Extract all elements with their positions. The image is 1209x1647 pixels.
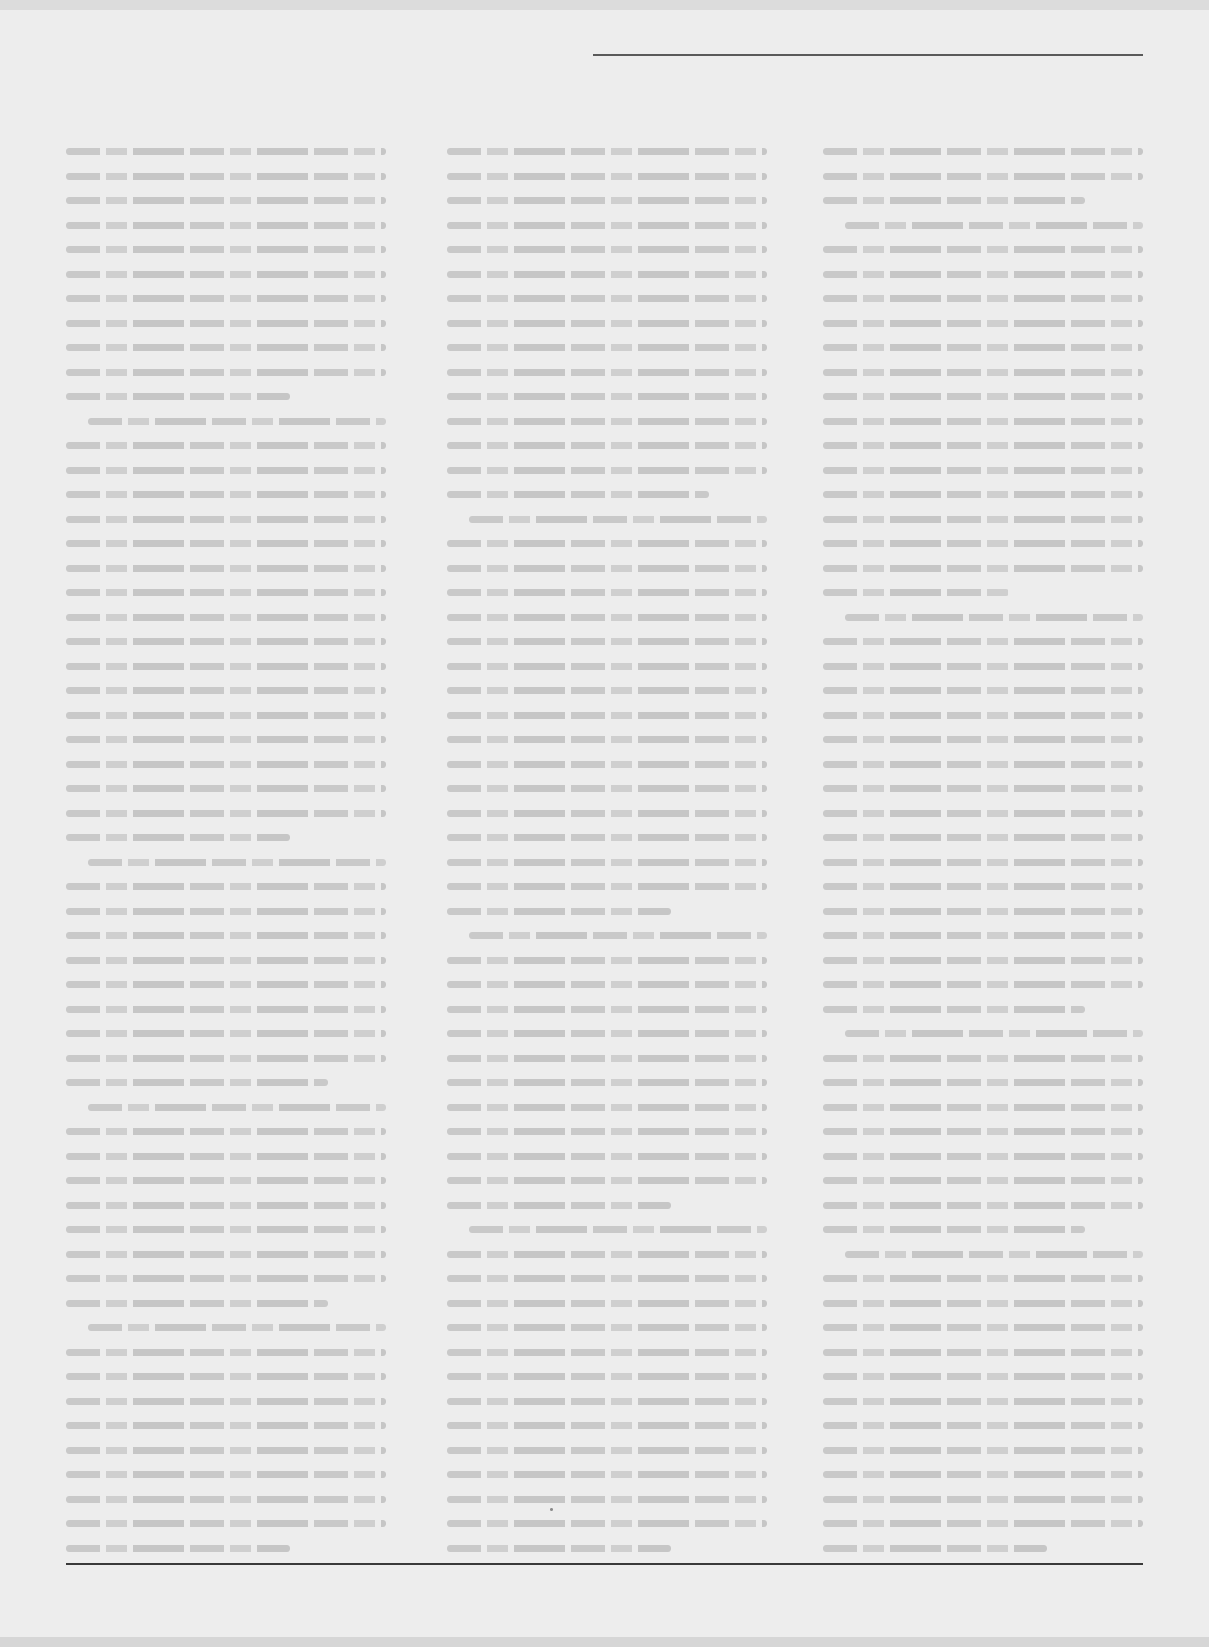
text-line <box>447 369 767 376</box>
text-line <box>447 1545 671 1552</box>
text-line <box>823 1153 1143 1160</box>
text-line <box>88 1324 386 1331</box>
text-line <box>447 1079 767 1086</box>
text-line <box>469 932 767 939</box>
text-line <box>823 565 1143 572</box>
text-line <box>66 1275 386 1282</box>
text-line <box>447 418 767 425</box>
text-line <box>66 1300 328 1307</box>
text-line <box>66 614 386 621</box>
header-rule <box>593 54 1143 56</box>
footer-rule <box>66 1563 1143 1565</box>
text-line <box>66 516 386 523</box>
text-line <box>823 246 1143 253</box>
text-line <box>447 1398 767 1405</box>
text-line <box>823 344 1143 351</box>
text-line <box>88 1104 386 1111</box>
text-line <box>823 1447 1143 1454</box>
text-line <box>823 785 1143 792</box>
text-line <box>447 173 767 180</box>
text-line <box>823 1520 1143 1527</box>
text-line <box>823 883 1143 890</box>
text-line <box>66 1153 386 1160</box>
text-line <box>66 1373 386 1380</box>
text-line <box>447 614 767 621</box>
text-line <box>66 222 386 229</box>
text-line <box>447 785 767 792</box>
text-line <box>66 589 386 596</box>
text-line <box>66 883 386 890</box>
text-line <box>66 1447 386 1454</box>
text-line <box>823 712 1143 719</box>
text-line <box>66 908 386 915</box>
scan-speck <box>550 1508 553 1511</box>
text-line <box>447 1104 767 1111</box>
text-line <box>823 1545 1047 1552</box>
text-line <box>823 1226 1085 1233</box>
text-line <box>823 761 1143 768</box>
text-line <box>66 981 386 988</box>
text-line <box>823 1275 1143 1282</box>
text-line <box>447 148 767 155</box>
text-line <box>447 295 767 302</box>
text-line <box>447 320 767 327</box>
text-line <box>66 834 290 841</box>
text-line <box>66 393 290 400</box>
text-line <box>66 320 386 327</box>
text-line <box>447 1422 767 1429</box>
text-line <box>447 1055 767 1062</box>
text-line <box>66 173 386 180</box>
text-line <box>447 1324 767 1331</box>
text-line <box>823 810 1143 817</box>
text-line <box>88 859 386 866</box>
text-line <box>823 393 1143 400</box>
text-line <box>66 638 386 645</box>
text-line <box>66 246 386 253</box>
text-line <box>823 1104 1143 1111</box>
text-line <box>823 173 1143 180</box>
text-line <box>823 148 1143 155</box>
text-line <box>447 859 767 866</box>
text-line <box>823 638 1143 645</box>
text-line <box>447 393 767 400</box>
text-line <box>66 1520 386 1527</box>
text-line <box>88 418 386 425</box>
text-line <box>66 1471 386 1478</box>
text-line <box>823 736 1143 743</box>
text-line <box>66 467 386 474</box>
text-line <box>823 1055 1143 1062</box>
text-line <box>823 1471 1143 1478</box>
text-line <box>823 491 1143 498</box>
text-line <box>447 1349 767 1356</box>
text-line <box>447 1177 767 1184</box>
text-line <box>447 1153 767 1160</box>
text-line <box>66 1079 328 1086</box>
text-line <box>823 589 1009 596</box>
text-line <box>823 859 1143 866</box>
text-line <box>447 908 671 915</box>
scan-edge-bottom <box>0 1637 1209 1647</box>
text-line <box>823 687 1143 694</box>
text-line <box>823 981 1143 988</box>
text-line <box>447 663 767 670</box>
text-line <box>823 1324 1143 1331</box>
text-line <box>447 271 767 278</box>
text-line <box>845 222 1143 229</box>
text-line <box>447 1373 767 1380</box>
text-line <box>447 1496 767 1503</box>
text-line <box>447 687 767 694</box>
text-line <box>823 442 1143 449</box>
text-line <box>447 197 767 204</box>
text-line <box>823 908 1143 915</box>
text-line <box>66 197 386 204</box>
text-line <box>447 883 767 890</box>
text-line <box>823 1373 1143 1380</box>
text-line <box>447 1471 767 1478</box>
text-line <box>447 540 767 547</box>
text-line <box>823 1177 1143 1184</box>
text-line <box>823 1079 1143 1086</box>
text-line <box>447 736 767 743</box>
text-line <box>447 1251 767 1258</box>
text-line <box>66 1251 386 1258</box>
text-line <box>823 369 1143 376</box>
text-line <box>823 1300 1143 1307</box>
text-line <box>447 565 767 572</box>
text-line <box>845 1030 1143 1037</box>
text-line <box>66 540 386 547</box>
text-line <box>447 1202 671 1209</box>
text-line <box>66 712 386 719</box>
text-column-right <box>823 148 1143 1569</box>
text-line <box>66 761 386 768</box>
text-line <box>823 932 1143 939</box>
text-line <box>66 565 386 572</box>
text-line <box>66 687 386 694</box>
text-line <box>823 418 1143 425</box>
text-line <box>447 442 767 449</box>
text-line <box>447 1275 767 1282</box>
text-line <box>66 491 386 498</box>
text-line <box>447 810 767 817</box>
text-line <box>447 344 767 351</box>
text-line <box>447 981 767 988</box>
text-line <box>66 1226 386 1233</box>
text-line <box>66 1055 386 1062</box>
text-line <box>823 295 1143 302</box>
text-line <box>66 271 386 278</box>
text-line <box>66 957 386 964</box>
text-line <box>845 614 1143 621</box>
text-line <box>447 1447 767 1454</box>
text-line <box>66 442 386 449</box>
text-line <box>469 516 767 523</box>
text-line <box>447 957 767 964</box>
text-line <box>469 1226 767 1233</box>
text-line <box>66 810 386 817</box>
text-line <box>823 1006 1085 1013</box>
text-line <box>447 1006 767 1013</box>
text-line <box>823 834 1143 841</box>
text-line <box>66 785 386 792</box>
text-line <box>823 540 1143 547</box>
text-line <box>66 736 386 743</box>
text-column-middle <box>447 148 767 1569</box>
text-line <box>447 1128 767 1135</box>
text-line <box>447 1300 767 1307</box>
text-line <box>66 1128 386 1135</box>
text-line <box>447 467 767 474</box>
text-line <box>66 1545 290 1552</box>
text-column-left <box>66 148 386 1569</box>
text-line <box>823 1422 1143 1429</box>
text-line <box>66 663 386 670</box>
text-line <box>447 834 767 841</box>
text-line <box>823 271 1143 278</box>
text-line <box>447 222 767 229</box>
text-line <box>447 246 767 253</box>
scan-edge-top <box>0 0 1209 10</box>
text-line <box>823 1202 1143 1209</box>
text-line <box>66 1202 386 1209</box>
text-line <box>823 320 1143 327</box>
text-line <box>66 344 386 351</box>
text-line <box>66 932 386 939</box>
text-line <box>447 1030 767 1037</box>
text-line <box>823 663 1143 670</box>
text-line <box>66 369 386 376</box>
text-line <box>823 1496 1143 1503</box>
text-line <box>66 295 386 302</box>
text-line <box>447 491 709 498</box>
text-line <box>823 197 1085 204</box>
text-line <box>66 1030 386 1037</box>
text-line <box>823 1128 1143 1135</box>
text-line <box>823 516 1143 523</box>
text-line <box>447 712 767 719</box>
text-line <box>447 638 767 645</box>
text-line <box>823 1349 1143 1356</box>
text-line <box>66 1496 386 1503</box>
text-line <box>66 1349 386 1356</box>
text-line <box>447 1520 767 1527</box>
text-line <box>845 1251 1143 1258</box>
text-line <box>447 589 767 596</box>
text-line <box>66 148 386 155</box>
text-line <box>66 1422 386 1429</box>
text-line <box>66 1006 386 1013</box>
text-line <box>66 1398 386 1405</box>
text-line <box>447 761 767 768</box>
text-line <box>66 1177 386 1184</box>
text-line <box>823 957 1143 964</box>
text-line <box>823 1398 1143 1405</box>
text-line <box>823 467 1143 474</box>
